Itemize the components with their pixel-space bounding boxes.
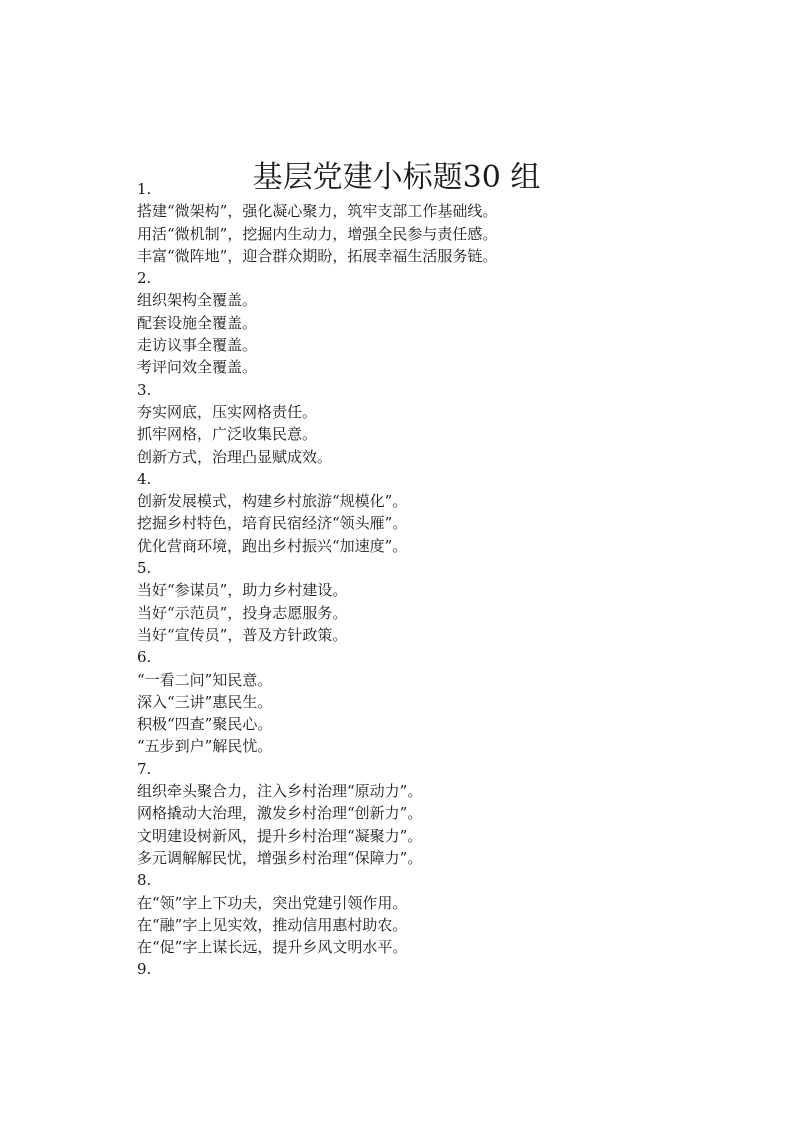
section-line: 网格撬动大治理，激发乡村治理“创新力”。	[137, 804, 423, 823]
section-number: 9.	[137, 960, 152, 979]
section-line: 文明建设树新风，提升乡村治理“凝聚力”。	[137, 826, 423, 845]
section-3	[137, 379, 657, 468]
section-line: 走访议事全覆盖。	[137, 336, 258, 355]
section-line: 在“融”字上见实效，推动信用惠村助农。	[137, 915, 408, 934]
document-body	[137, 178, 657, 981]
section-line: “一看二问”知民意。	[137, 670, 273, 689]
section-line: 优化营商环境，跑出乡村振兴“加速度”。	[137, 536, 408, 555]
section-1	[137, 178, 657, 267]
section-number: 8.	[137, 871, 152, 890]
section-line: 创新发展模式，构建乡村旅游“规模化”。	[137, 492, 408, 511]
section-line: 用活“微机制”，挖掘内生动力，增强全民参与责任感。	[137, 224, 498, 243]
section-number: 6.	[137, 648, 152, 667]
section-number: 4.	[137, 469, 152, 488]
section-line: 搭建“微架构”，强化凝心聚力，筑牢支部工作基础线。	[137, 202, 498, 221]
section-line: 在“促”字上谋长远，提升乡风文明水平。	[137, 938, 408, 957]
section-line: 抓牢网格，广泛收集民意。	[137, 425, 318, 444]
section-line: 当好“宣传员”，普及方针政策。	[137, 625, 348, 644]
section-line: 组织牵头聚合力，注入乡村治理“原动力”。	[137, 782, 423, 801]
section-9	[137, 958, 657, 980]
section-line: 积极“四查”聚民心。	[137, 715, 273, 734]
section-line: 深入“三讲”惠民生。	[137, 692, 273, 711]
section-line: 配套设施全覆盖。	[137, 313, 258, 332]
section-2	[137, 267, 657, 378]
section-number: 3.	[137, 380, 152, 399]
section-number: 7.	[137, 759, 152, 778]
section-7	[137, 758, 657, 869]
section-number: 2.	[137, 269, 152, 288]
section-line: 创新方式，治理凸显赋成效。	[137, 447, 333, 466]
section-5	[137, 557, 657, 646]
section-number: 5.	[137, 559, 152, 578]
document-title: 基层党建小标题30 组	[252, 160, 541, 196]
section-line: 组织架构全覆盖。	[137, 291, 258, 310]
section-line: 挖掘乡村特色，培育民宿经济“领头雁”。	[137, 514, 408, 533]
section-line: 夯实网底，压实网格责任。	[137, 402, 318, 421]
section-line: 丰富“微阵地”，迎合群众期盼，拓展幸福生活服务链。	[137, 246, 498, 265]
section-number: 1.	[137, 180, 152, 198]
section-line: “五步到户”解民忧。	[137, 737, 273, 756]
section-6	[137, 646, 657, 757]
section-line: 当好“参谋员”，助力乡村建设。	[137, 581, 348, 600]
section-line: 多元调解解民忧，增强乡村治理“保障力”。	[137, 848, 423, 867]
section-4	[137, 468, 657, 557]
section-line: 在“领”字上下功夫，突出党建引领作用。	[137, 893, 408, 912]
section-8	[137, 869, 657, 958]
section-line: 当好“示范员”，投身志愿服务。	[137, 603, 348, 622]
section-line: 考评问效全覆盖。	[137, 358, 258, 377]
